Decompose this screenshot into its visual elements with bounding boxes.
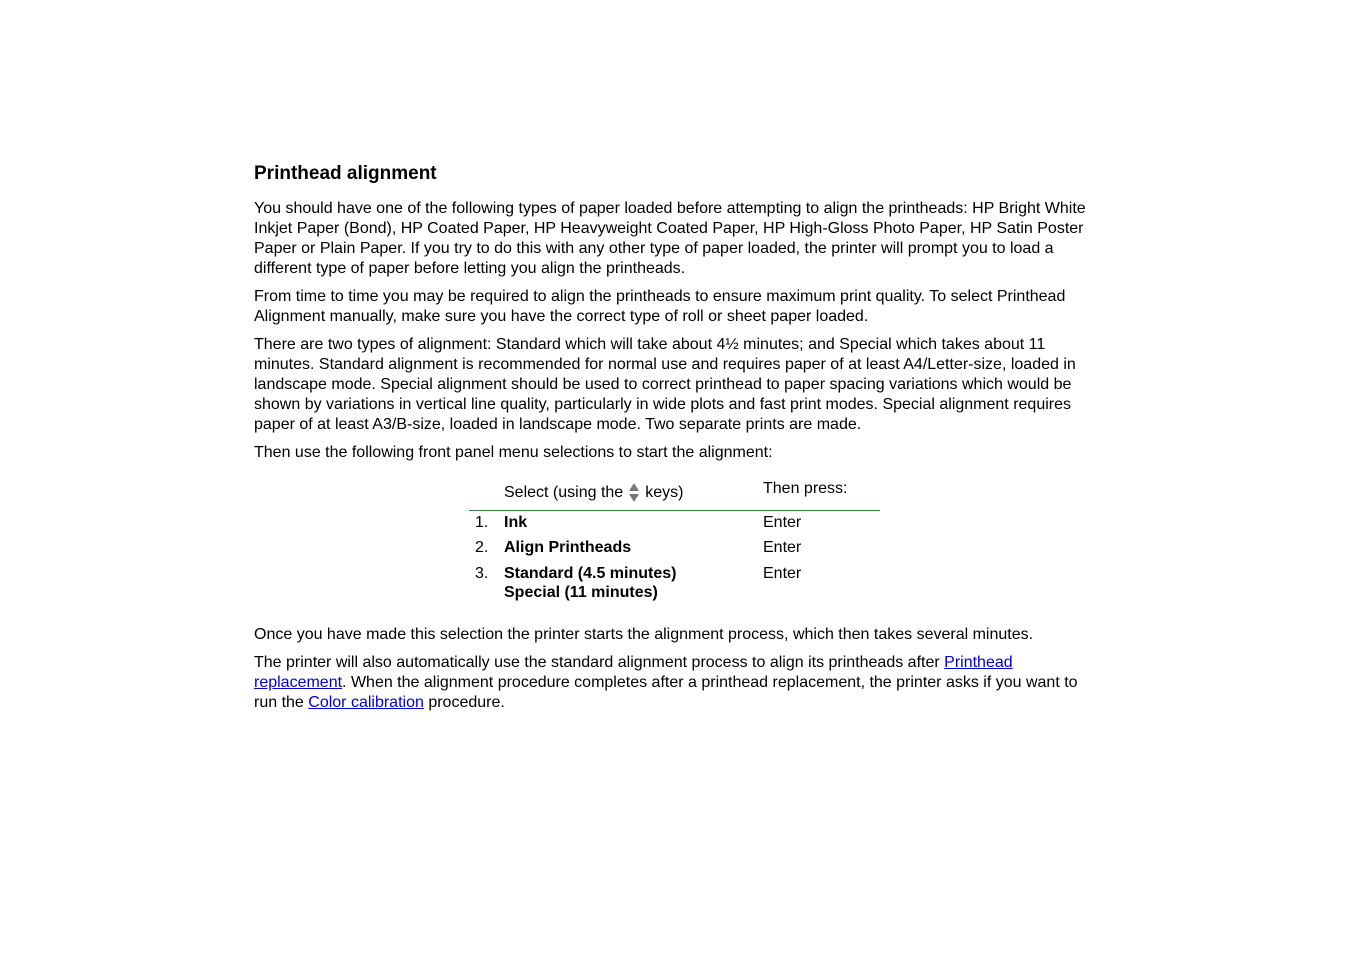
table-row (469, 538, 880, 557)
step-number: 1. (475, 514, 489, 531)
paragraph-alignment-types: There are two types of alignment: Standard which will take about 4½ minutes; and Special which takes about 11 minutes. Standard alignment is recommended for normal use and requires paper of at least A4/Letter-size, loaded in landscape mode. Special alignment should be used to correct printhead to paper spacing variations which would be shown by variations in vertical line quality, particularly in wide plots and fast print modes. Special alignment requires paper of at least A3/B-size, loaded in landscape mode. Two separate prints are made. (254, 336, 1076, 433)
header-press-cell: Then press: (763, 480, 848, 497)
step-press-key: Enter (763, 539, 802, 556)
paragraph-manual-alignment: From time to time you may be required to align the printheads to ensure maximum print quality. To select Printhead Alignment manually, make sure you have the correct type of roll or sheet paper loaded. (254, 288, 1066, 325)
document-page (254, 160, 1100, 721)
paragraph-menu-intro: Then use the following front panel menu selections to start the alignment: (254, 444, 773, 461)
step-selection: Align Printheads (504, 539, 632, 556)
step-press-key: Enter (763, 514, 802, 531)
auto-alignment-text-end: procedure. (423, 694, 505, 711)
table-row (469, 513, 880, 532)
paragraph-auto-alignment (254, 653, 1100, 713)
paragraph-process-note: Once you have made this selection the printer starts the alignment process, which then takes several minutes. (254, 626, 1034, 643)
menu-steps-table (469, 475, 880, 602)
header-select-suffix: keys) (645, 483, 684, 501)
step-selection: Ink (504, 514, 528, 531)
header-select-prefix: Select (using the (504, 483, 624, 501)
step-option-standard: Standard (4.5 minutes) (504, 565, 677, 582)
auto-alignment-text-start: The printer will also automatically use the standard alignment process to align its printheads after (254, 654, 945, 671)
step-selection (504, 564, 763, 602)
step-number: 3. (475, 565, 489, 582)
step-press-key: Enter (763, 565, 802, 582)
page-title: Printhead alignment (254, 163, 437, 184)
up-arrow-icon (629, 483, 639, 491)
header-num-cell (469, 475, 504, 510)
steps-table-header (469, 475, 880, 511)
color-calibration-link[interactable]: Color calibration (308, 694, 424, 711)
paragraph-paper-types: You should have one of the following types of paper loaded before attempting to align the printheads: HP Bright White Inkjet Paper (Bond), HP Coated Paper, HP Heavyweight Coated Paper, HP High-Gloss Photo Paper, HP Satin Poster Paper or Plain Paper. If you try to do this with any other type of paper loaded, the printer will prompt you to load a different type of paper before letting you align the printheads. (254, 200, 1086, 277)
auto-alignment-text-middle: . When the alignment procedure completes after a printhead replacement, the printer asks if you want to run the (254, 674, 1078, 711)
header-select-cell (504, 475, 763, 510)
down-arrow-icon (629, 494, 639, 502)
step-option-special: Special (11 minutes) (504, 584, 658, 601)
step-number: 2. (475, 539, 489, 556)
printhead-replacement-link[interactable]: Printhead replacement (254, 654, 1013, 691)
table-row (469, 564, 880, 602)
up-down-arrow-keys-icon (629, 483, 639, 502)
